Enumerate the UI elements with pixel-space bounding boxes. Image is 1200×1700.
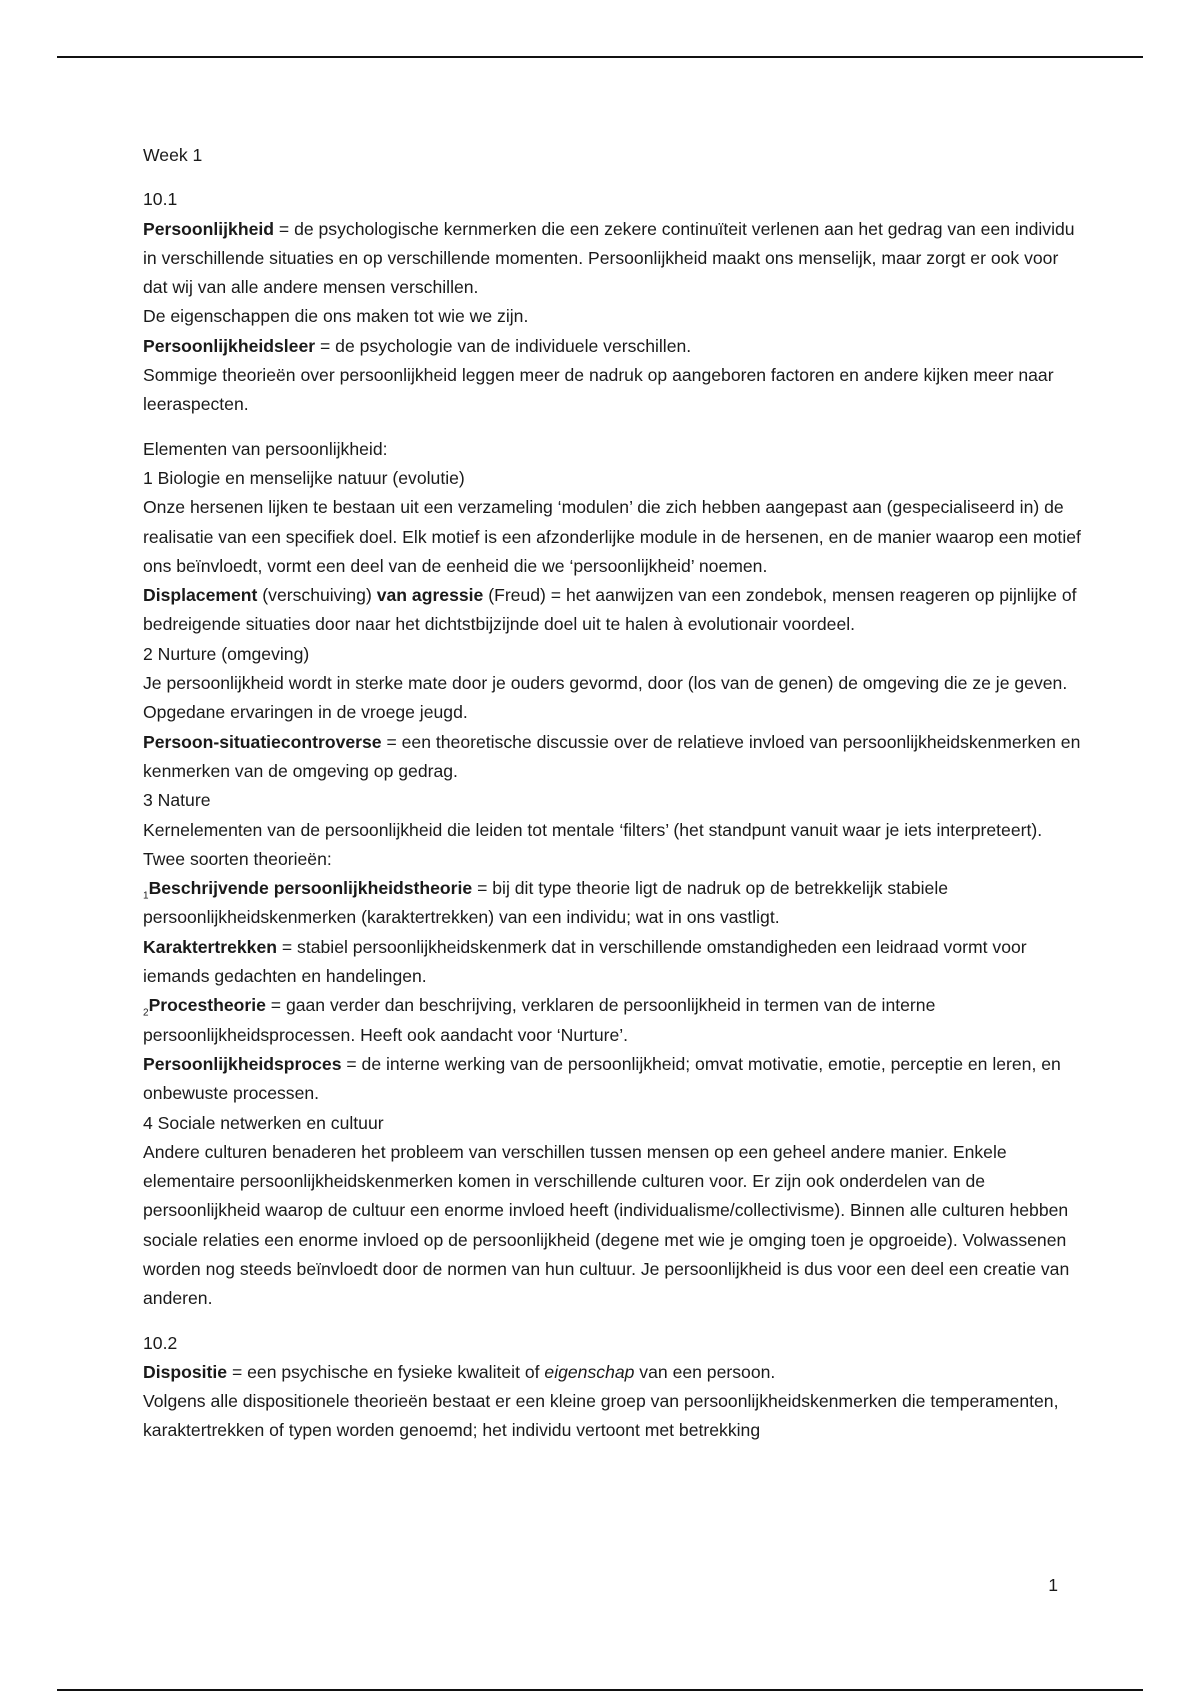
term: van agressie [376, 585, 484, 606]
element-title: 3 Nature [143, 790, 211, 811]
paragraph: $_2$Procestheorie = gaan verder dan beschrijving, verklaren de persoonlijkheid in termen van de interne persoonlijkheidsprocessen. Heeft ook aandacht voor ‘Nurture’. [143, 995, 936, 1045]
paragraph: Onze hersenen lijken te bestaan uit een verzameling ‘modulen’ die zich hebben aangepast aan (gespecialiseerd in) de realisatie van een specifiek doel. Elk motief is een afzonderlijke module in de hersenen, en de manier waarop een motief ons beïnvloedt, vormt een deel van de eenheid die we ‘persoonlijkheid’ noemen. [143, 497, 1081, 576]
paragraph: Persoonlijkheidsproces = de interne werking van de persoonlijkheid; omvat motivatie, emotie, perceptie en leren, en onbewuste processen. [143, 1053, 1061, 1104]
paragraph: Displacement (verschuiving) van agressie (Freud) = het aanwijzen van een zondebok, mensen reageren op pijnlijke of bedreigende situaties door naar het dichtstbijzijnde doel uit te halen à evolutionair voordeel. [143, 585, 1077, 635]
element-title: 4 Sociale netwerken en cultuur [143, 1112, 384, 1133]
paragraph: Karaktertrekken = stabiel persoonlijkheidskenmerk dat in verschillende omstandigheden een leidraad vormt voor iemands gedachten en handelingen. [143, 936, 1027, 987]
term: Displacement [143, 585, 258, 606]
term: Karaktertrekken [143, 936, 277, 957]
paragraph: De eigenschappen die ons maken tot wie we zijn. [143, 306, 529, 327]
paragraph: Persoonlijkheid = de psychologische kernmerken die een zekere continuïteit verlenen aan het gedrag van een individu in verschillende situaties en op verschillende momenten. Persoonlijkheid maakt ons menselijk, maar zorgt er ook voor dat wij van alle andere mensen verschillen. [143, 218, 1075, 298]
term: Procestheorie [148, 995, 266, 1016]
page-number: 1 [1048, 1575, 1058, 1595]
section-number: 10.1 [143, 189, 178, 210]
paragraph: Persoon-situatiecontroverse = een theoretische discussie over de relatieve invloed van persoonlijkheidskenmerken en kenmerken van de omgeving op gedrag. [143, 731, 1081, 781]
paragraph: Je persoonlijkheid wordt in sterke mate door je ouders gevormd, door (los van de genen) de omgeving die ze je geven. Opgedane ervaringen in de vroege jeugd. [143, 673, 1068, 723]
paragraph: Sommige theorieën over persoonlijkheid leggen meer de nadruk op aangeboren factoren en andere kijken meer naar leeraspecten. [143, 365, 1054, 415]
paragraph: $_1$Beschrijvende persoonlijkheidstheorie = bij dit type theorie ligt de nadruk op de betrekkelijk stabiele persoonlijkheidskenmerken (karaktertrekken) van een individu; wat in ons vastligt. [143, 878, 949, 928]
term: Beschrijvende persoonlijkheidstheorie [148, 878, 473, 899]
term: Dispositie [143, 1361, 228, 1382]
paragraph: Kernelementen van de persoonlijkheid die leiden tot mentale ‘filters’ (het standpunt vanuit waar je iets interpreteert). Twee soorten theorieën: [143, 819, 1043, 869]
footer-rule [57, 1689, 1143, 1691]
paragraph: Dispositie = een psychische en fysieke kwaliteit of eigenschap van een persoon. [143, 1361, 776, 1382]
section-number: 10.2 [143, 1332, 178, 1353]
term: Persoon-situatiecontroverse [143, 731, 382, 752]
term: Persoonlijkheidsproces [143, 1053, 342, 1074]
week-heading: Week 1 [143, 145, 203, 165]
subheading: Elementen van persoonlijkheid: [143, 438, 388, 459]
paragraph: Persoonlijkheidsleer = de psychologie van de individuele verschillen. [143, 335, 692, 356]
element-title: 1 Biologie en menselijke natuur (evolutie) [143, 467, 465, 488]
header-rule [57, 56, 1143, 58]
paragraph: Volgens alle dispositionele theorieën bestaat er een kleine groep van persoonlijkheidskenmerken die temperamenten, karaktertrekken of typen worden genoemd; het individu vertoont met betrekking [143, 1391, 1059, 1441]
document-body [143, 141, 1083, 1446]
paragraph: Andere culturen benaderen het probleem van verschillen tussen mensen op een geheel andere manier. Enkele elementaire persoonlijkheidskenmerken komen in verschillende culturen voor. Er zijn ook onderdelen van de persoonlijkheid waarop de cultuur een enorme invloed heeft (individualisme/collectivisme). Binnen alle culturen hebben sociale relaties een enorme invloed op de persoonlijkheid (degene met wie je omging toen je opgroeide). Volwassenen worden nog steeds beïnvloedt door de normen van hun cultuur. Je persoonlijkheid is dus voor een deel een creatie van anderen. [143, 1141, 1070, 1309]
element-title: 2 Nurture (omgeving) [143, 643, 310, 664]
term: Persoonlijkheid [143, 218, 275, 239]
term: Persoonlijkheidsleer [143, 335, 316, 356]
